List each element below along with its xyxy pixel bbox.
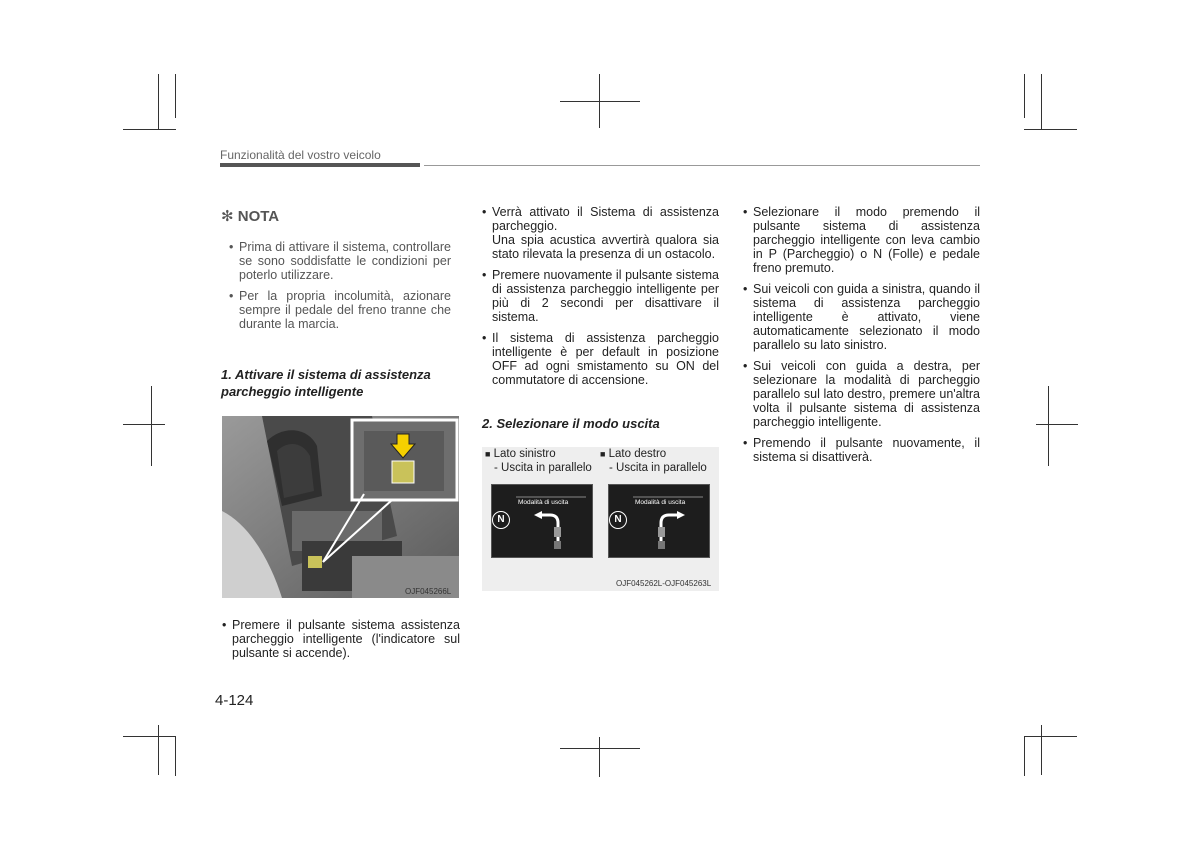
button-highlight <box>308 556 322 568</box>
header-bar <box>220 163 420 167</box>
exit-mode-figure <box>482 447 719 591</box>
column-1 <box>221 210 461 338</box>
display-title: Modalità di uscita <box>518 499 569 506</box>
nota-title: NOTA <box>237 208 280 225</box>
section-2-title: 2. Selezionare il modo uscita <box>482 416 660 431</box>
nota-heading <box>221 210 461 224</box>
instruction-item: • Il sistema di assistenza parcheggio intelligente è per default in posizione OFF ad ogni smistamento su ON del commutatore di accensione. <box>482 331 719 387</box>
section-1-body <box>222 618 460 667</box>
column-3 <box>743 205 980 471</box>
right-exit-arrow-icon <box>631 491 705 553</box>
left-exit-arrow-icon <box>514 491 588 553</box>
left-side-label: ■ Lato sinistro <box>485 448 556 460</box>
left-side-sub: - Uscita in parallelo <box>494 462 592 474</box>
instruction-item: • Sui veicoli con guida a sinistra, quando il sistema di assistenza parcheggio intelligente è attivato, viene automaticamente selezionato il modo parallelo su lato sinistro. <box>743 282 980 352</box>
right-side-sub: - Uscita in parallelo <box>609 462 707 474</box>
gear-indicator: N <box>492 511 510 529</box>
photo-code: OJF045266L <box>405 587 452 596</box>
instruction-item: • Selezionare il modo premendo il pulsante sistema di assistenza parcheggio intelligente con leva cambio in P (Parcheggio) o N (Folle) e pedale freno premuto. <box>743 205 980 275</box>
figure-code: OJF045262L-OJF045263L <box>616 579 712 588</box>
nota-list <box>221 240 451 331</box>
instruction-item: • Premendo il pulsante nuovamente, il sistema si disattiverà. <box>743 436 980 464</box>
left-display <box>491 484 593 558</box>
page-number: 4-124 <box>215 692 254 709</box>
asterisk-icon: ✻ <box>221 208 234 225</box>
nota-item: • Prima di attivare il sistema, controllare se sono soddisfatte le condizioni per poterlo utilizzare. <box>229 240 451 282</box>
console-photo <box>222 416 459 598</box>
display-title: Modalità di uscita <box>635 499 686 506</box>
nota-item: • Per la propria incolumità, azionare sempre il pedale del freno tranne che durante la marcia. <box>229 289 451 331</box>
gear-indicator: N <box>609 511 627 529</box>
instruction-item: • Premere il pulsante sistema assistenza parcheggio intelligente (l'indicatore sul pulsante si accende). <box>222 618 460 660</box>
running-header: Funzionalità del vostro veicolo <box>220 148 381 162</box>
instruction-item: • Sui veicoli con guida a destra, per selezionare la modalità di parcheggio parallelo sul lato destro, premere un'altra volta il pulsante sistema di assistenza parcheggio intelligente. <box>743 359 980 429</box>
header-rule <box>424 165 980 166</box>
right-display <box>608 484 710 558</box>
column-2 <box>482 205 719 394</box>
section-1-title: 1. Attivare il sistema di assistenza parcheggio intelligente <box>221 367 431 399</box>
console-illustration <box>222 416 459 598</box>
right-side-label: ■ Lato destro <box>600 448 667 460</box>
instruction-item: • Verrà attivato il Sistema di assistenza parcheggio. Una spia acustica avvertirà qualora sia stato rilevata la presenza di un ostacolo. <box>482 205 719 261</box>
instruction-item: • Premere nuovamente il pulsante sistema di assistenza parcheggio intelligente per più di 2 secondi per disattivare il sistema. <box>482 268 719 324</box>
